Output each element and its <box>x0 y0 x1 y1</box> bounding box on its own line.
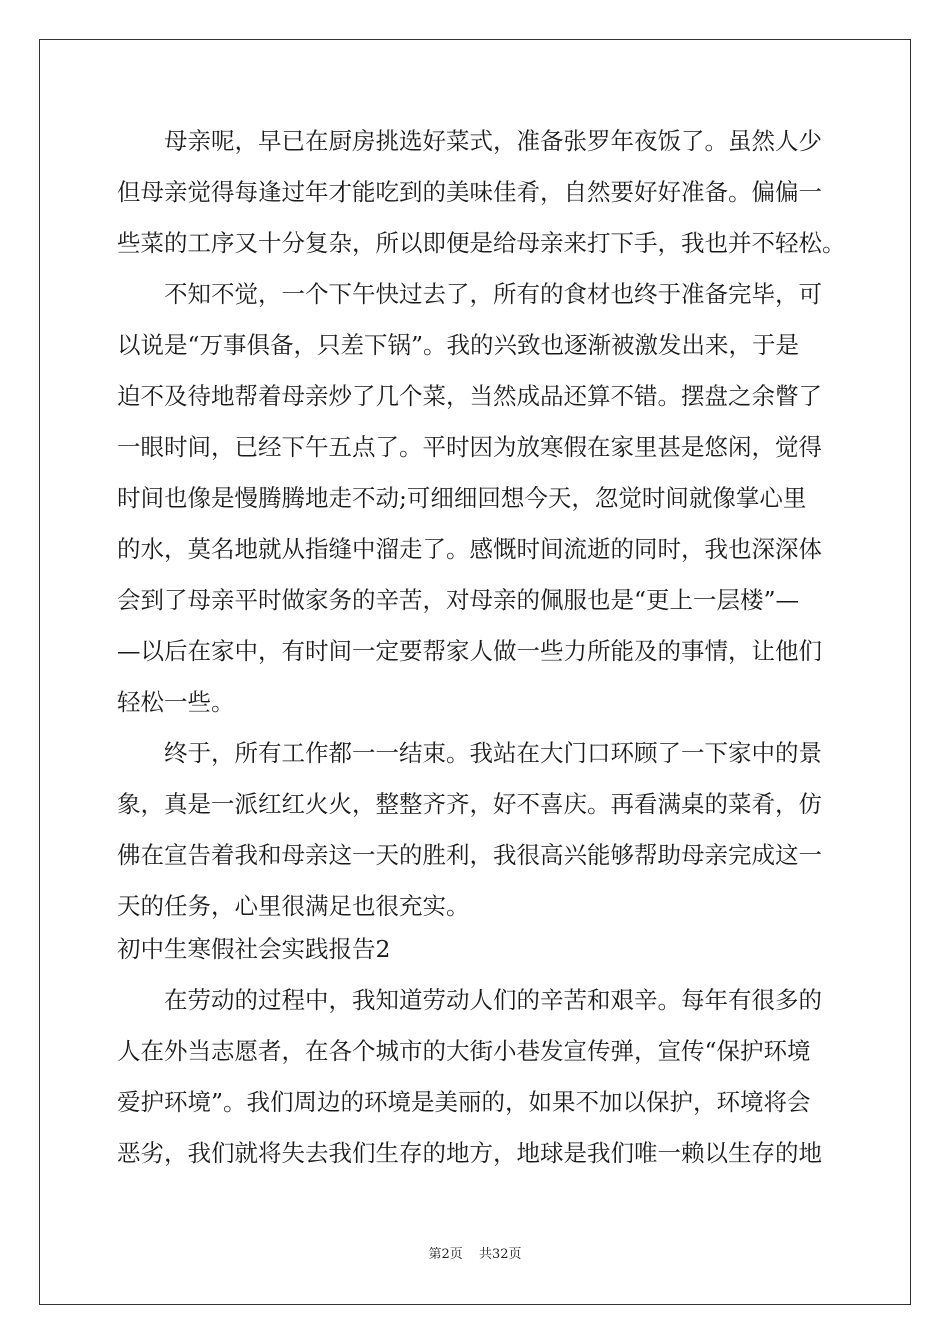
paragraph-line: 天的任务，心里很满足也很充实。 <box>117 892 470 920</box>
section-heading: 初中生寒假社会实践报告2 <box>117 935 391 963</box>
paragraph-line: 在劳动的过程中，我知道劳动人们的辛苦和艰辛。每年有很多的 <box>164 986 822 1014</box>
paragraph-line: 人在外当志愿者，在各个城市的大街小巷发宣传弹，宣传“保护环境 <box>117 1037 811 1065</box>
paragraph-line: 恶劣，我们就将失去我们生存的地方，地球是我们唯一赖以生存的地 <box>117 1139 822 1167</box>
paragraph-line: 象，真是一派红红火火，整整齐齐，好不喜庆。再看满桌的菜肴，仿 <box>117 790 822 818</box>
paragraph-line: 终于，所有工作都一一结束。我站在大门口环顾了一下家中的景 <box>164 739 822 767</box>
paragraph-line: 但母亲觉得每逢过年才能吃到的美味佳肴，自然要好好准备。偏偏一 <box>117 178 822 206</box>
page-total: 共32页 <box>478 1247 522 1262</box>
paragraph-line: 爱护环境”。我们周边的环境是美丽的，如果不加以保护，环境将会 <box>117 1088 811 1116</box>
paragraph-line: —以后在家中，有时间一定要帮家人做一些力所能及的事情，让他们 <box>117 637 822 665</box>
page-number: 第2页 <box>428 1247 463 1262</box>
paragraph-line: 的水，莫名地就从指缝中溜走了。感慨时间流逝的同时，我也深深体 <box>117 535 822 563</box>
paragraph-line: 迫不及待地帮着母亲炒了几个菜，当然成品还算不错。摆盘之余瞥了 <box>117 382 822 410</box>
paragraph-line: 会到了母亲平时做家务的辛苦，对母亲的佩服也是“更上一层楼”— <box>117 586 800 614</box>
paragraph-line: 母亲呢，早已在厨房挑选好菜式，准备张罗年夜饭了。虽然人少 <box>164 127 822 155</box>
page-footer <box>0 1245 950 1265</box>
paragraph-line: 不知不觉，一个下午快过去了，所有的食材也终于准备完毕，可 <box>164 280 822 308</box>
paragraph-line: 时间也像是慢腾腾地走不动;可细细回想今天，忽觉时间就像掌心里 <box>117 484 807 512</box>
paragraph-line: 轻松一些。 <box>117 688 235 716</box>
paragraph-line: 以说是“万事俱备，只差下锅”。我的兴致也逐渐被激发出来，于是 <box>117 331 800 359</box>
paragraph-line: 佛在宣告着我和母亲这一天的胜利，我很高兴能够帮助母亲完成这一 <box>117 841 822 869</box>
paragraph-line: 一眼时间，已经下午五点了。平时因为放寒假在家里甚是悠闲，觉得 <box>117 433 822 461</box>
paragraph-line: 些菜的工序又十分复杂，所以即便是给母亲来打下手，我也并不轻松。 <box>117 229 846 257</box>
